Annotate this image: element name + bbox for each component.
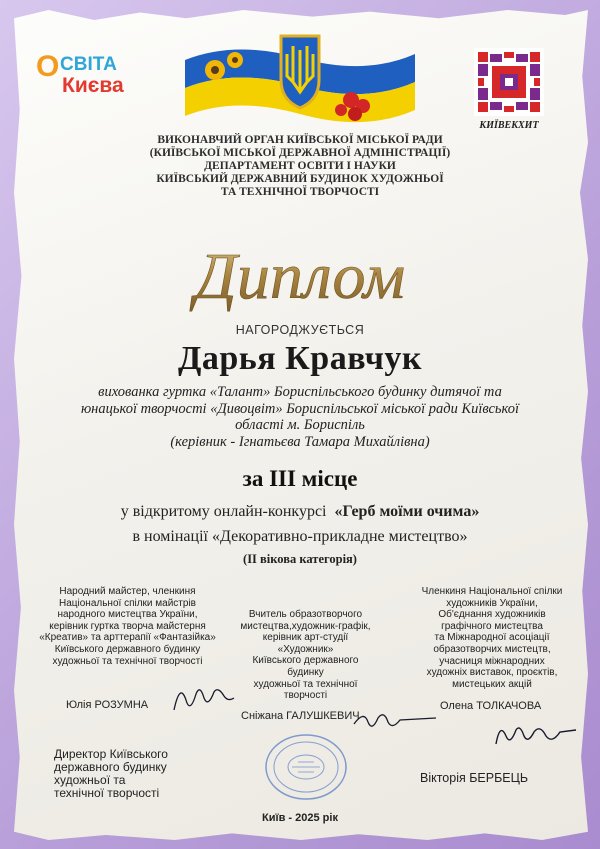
title-text: Диплом (194, 240, 406, 313)
jury-line: будинку (287, 666, 324, 678)
jury-line: та Міжнародної асоціації (434, 632, 550, 644)
recipient-name: Дарья Кравчук (177, 340, 423, 377)
signature-2-icon (350, 706, 440, 736)
jury-line: керівник гуртка творча майстерня (49, 620, 206, 632)
jury-line: Київського державного будинку (54, 643, 201, 655)
org-line: ТА ТЕХНІЧНОЇ ТВОРЧОСТІ (220, 186, 380, 198)
nomination-line: в номінації «Декоративно-прикладне мистецтво» (132, 528, 468, 545)
jury-line: Членкиня Національної спілки (421, 586, 563, 597)
signature-1-icon (168, 678, 238, 718)
jury-line: графічного мистецтва (441, 620, 543, 632)
jury-line: образотворчих мистецтв, (433, 643, 551, 655)
jury-line: керівник арт-студії (262, 632, 349, 644)
signature-3-icon (490, 716, 580, 750)
jury-line: мистецьких акцій (452, 678, 532, 690)
diploma-title (150, 210, 450, 320)
contest-line (0, 503, 600, 521)
place-awarded: за ІІІ місце (242, 466, 358, 491)
jury-member-1-name: Юлія РОЗУМНА (66, 699, 149, 711)
jury-line: художників України, (446, 597, 538, 609)
logo-letter-o: О (36, 50, 60, 83)
jury-line: Вчитель образотворчого (248, 609, 363, 620)
flag-coat-of-arms-emblem (175, 30, 425, 140)
logo-word-osvita: СВІТА (60, 54, 117, 75)
kievekhyt-logo (468, 46, 550, 136)
description-line: (керівник - Ігнатьєва Тамара Михайлівна) (170, 433, 430, 450)
jury-member-1-title (30, 586, 225, 667)
org-line: ДЕПАРТАМЕНТ ОСВІТИ І НАУКИ (204, 160, 396, 172)
director-line: технічної творчості (54, 786, 160, 800)
award-verb: НАГОРОДЖУЄТЬСЯ (235, 323, 365, 337)
director-line: художньої та (54, 773, 126, 787)
age-category: (ІІ вікова категорія) (243, 552, 357, 566)
description-line: вихованка гуртка «Талант» Бориспільського будинку дитячої та (98, 384, 502, 400)
footer-city-year: Київ - 2025 рік (262, 812, 338, 824)
org-line: (КИЇВСЬКОЇ МІСЬКОЇ ДЕРЖАВНОЇ АДМІНІСТРАЦІЇ) (149, 147, 451, 159)
kievekhyt-caption: КИЇВЕКХИТ (479, 120, 539, 131)
official-stamp-icon (262, 732, 350, 802)
jury-line: учасниця міжнародних (439, 655, 545, 667)
jury-member-3-name: Олена ТОЛКАЧОВА (440, 700, 542, 712)
director-line: державного будинку (54, 760, 167, 774)
jury-line: Київського державного (252, 655, 359, 667)
jury-line: «Художник» (277, 643, 334, 655)
jury-member-2-name: Сніжана ГАЛУШКЕВИЧ (241, 710, 360, 722)
description-line: області м. Бориспіль (235, 417, 365, 433)
contest-name: «Герб моїми очима» (334, 503, 480, 520)
jury-line: народного мистецтва України, (57, 609, 198, 621)
jury-line: «Креатив» та арттерапії «Фантазійка» (39, 632, 216, 644)
jury-line: Національної спілки майстрів (59, 597, 196, 609)
org-line: ВИКОНАВЧИЙ ОРГАН КИЇВСЬКОЇ МІСЬКОЇ РАДИ (157, 134, 443, 146)
contest-prefix: у відкритому онлайн-конкурсі (120, 503, 327, 520)
logo-word-kyiv: Києва (62, 74, 124, 97)
jury-line: творчості (283, 690, 328, 702)
jury-member-2-title (223, 609, 388, 702)
jury-line: художньої та технічної (253, 678, 358, 690)
organization-header (0, 134, 600, 199)
jury-line: Народний майстер, членкиня (59, 586, 196, 597)
director-name: Вікторія БЕРБЕЦЬ (420, 771, 529, 785)
recipient-description (0, 384, 600, 450)
description-line: юнацької творчості «Дивоцвіт» Бориспільської міської ради Київської (80, 400, 520, 417)
osvita-kyiv-logo (36, 42, 156, 100)
director-line: Директор Київського (54, 747, 168, 761)
org-line: КИЇВСЬКИЙ ДЕРЖАВНИЙ БУДИНОК ХУДОЖНЬОЇ (156, 173, 444, 185)
jury-line: художніх виставок, проєктів, (426, 667, 558, 679)
jury-line: Об'єднання художників (438, 609, 546, 621)
director-title (54, 748, 204, 800)
jury-line: мистецтва,художник-графік, (240, 620, 371, 632)
jury-line: художньої та технічної творчості (52, 655, 203, 667)
embroidery-pattern-icon (468, 46, 550, 118)
jury-member-3-title (392, 586, 592, 690)
